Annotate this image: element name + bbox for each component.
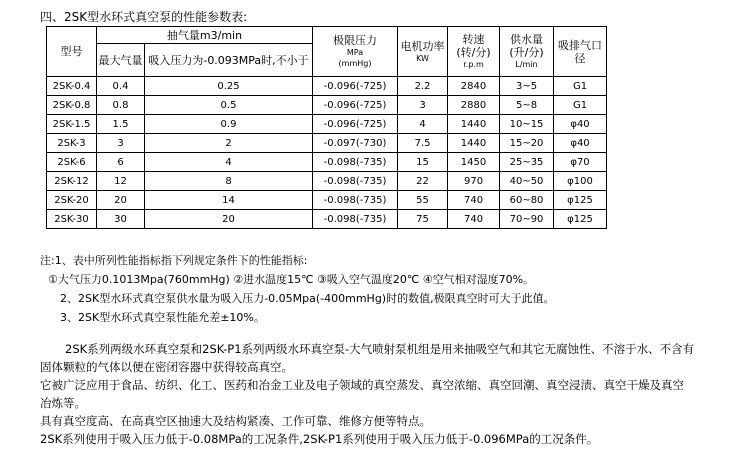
header-limit-pressure-unit: MPa (346, 48, 364, 57)
description-line-2: 固体颗粒的气体以便在密闭容器中获得较高真空。 (40, 360, 293, 374)
cell-suction: 0.9 (145, 115, 313, 134)
header-motor-label: 电机功率 (400, 39, 445, 53)
cell-outlet: φ40 (554, 115, 607, 134)
header-speed-unit: (转/分) (456, 46, 491, 59)
note-line-2: ①大气压力0.1013Mpa(760mmHg) ②进水温度15℃ ③吸入空气温度20℃ ④空气相对湿度70%。 (48, 273, 535, 286)
table-row (47, 210, 607, 229)
cell-outlet: φ100 (554, 172, 607, 191)
cell-model: 2SK-1.5 (47, 115, 97, 134)
table-body (47, 77, 607, 229)
cell-speed: 1450 (448, 153, 500, 172)
header-motor (398, 27, 448, 77)
description-line-3: 它被广泛应用于食品、纺织、化工、医药和冶金工业及电子领域的真空蒸发、真空浓缩、真空回潮、真空浸渍、真空干燥及真空 (40, 378, 684, 392)
cell-max: 0.8 (97, 96, 145, 115)
table-row (47, 77, 607, 96)
cell-power: 4 (398, 115, 448, 134)
cell-suction: 0.5 (145, 96, 313, 115)
header-exhaust-max: 最大气量 (97, 44, 145, 77)
cell-suction: 20 (145, 210, 313, 229)
header-exhaust-suction: 吸入压力为-0.093MPa时,不小于 (145, 44, 313, 77)
header-water (500, 27, 554, 77)
table-row (47, 96, 607, 115)
header-water-unit2: L/min (515, 60, 538, 69)
header-limit-pressure (313, 27, 398, 77)
header-water-unit: (升/分) (509, 46, 544, 59)
cell-water: 70~90 (500, 210, 554, 229)
cell-model: 2SK-6 (47, 153, 97, 172)
table-row (47, 115, 607, 134)
cell-water: 60~80 (500, 191, 554, 210)
cell-speed: 1440 (448, 115, 500, 134)
note-line-4: 3、2SK型水环式真空泵性能允差±10%。 (60, 311, 265, 324)
cell-max: 0.4 (97, 77, 145, 96)
cell-max: 20 (97, 191, 145, 210)
table-row (47, 191, 607, 210)
cell-max: 6 (97, 153, 145, 172)
cell-power: 15 (398, 153, 448, 172)
cell-water: 5~8 (500, 96, 554, 115)
description-line-4: 冶炼等。 (40, 396, 86, 410)
cell-outlet: G1 (554, 77, 607, 96)
cell-water: 3~5 (500, 77, 554, 96)
cell-power: 7.5 (398, 134, 448, 153)
cell-limit: -0.098(-735) (313, 172, 398, 191)
header-limit-pressure-unit2: (mmHg) (338, 59, 372, 68)
cell-power: 22 (398, 172, 448, 191)
cell-model: 2SK-3 (47, 134, 97, 153)
cell-max: 1.5 (97, 115, 145, 134)
cell-water: 10~15 (500, 115, 554, 134)
cell-model: 2SK-12 (47, 172, 97, 191)
cell-limit: -0.096(-725) (313, 77, 398, 96)
cell-outlet: G1 (554, 96, 607, 115)
description-line-6: 2SK系列使用于吸入压力低于-0.08MPa的工况条件,2SK-P1系列使用于吸入压力低于-0.096MPa的工况条件。 (40, 432, 599, 446)
header-speed-label: 转速 (462, 33, 485, 46)
table-row (47, 172, 607, 191)
header-exhaust: 抽气量m3/min (97, 27, 313, 44)
header-motor-unit: KW (416, 53, 429, 63)
header-outlet: 吸排气口径 (554, 27, 607, 77)
cell-outlet: φ40 (554, 134, 607, 153)
cell-limit: -0.096(-725) (313, 115, 398, 134)
cell-suction: 4 (145, 153, 313, 172)
cell-speed: 740 (448, 210, 500, 229)
cell-model: 2SK-0.8 (47, 96, 97, 115)
section-heading: 四、2SK型水环式真空泵的性能参数表: (40, 10, 248, 24)
cell-suction: 14 (145, 191, 313, 210)
cell-limit: -0.098(-735) (313, 210, 398, 229)
performance-table (46, 26, 607, 229)
cell-water: 40~50 (500, 172, 554, 191)
cell-power: 75 (398, 210, 448, 229)
cell-power: 55 (398, 191, 448, 210)
header-water-label: 供水量 (510, 33, 544, 46)
cell-speed: 1440 (448, 134, 500, 153)
note-line-1: 注:1、表中所列性能指标指下列规定条件下的性能指标: (40, 254, 308, 267)
cell-limit: -0.097(-730) (313, 134, 398, 153)
note-line-3: 2、2SK型水环式真空泵供水量为吸入压力-0.05Mpa(-400mmHg)时的数值,极限真空时可大于此值。 (60, 292, 555, 305)
cell-outlet: φ70 (554, 153, 607, 172)
notes-block (40, 251, 555, 327)
cell-limit: -0.096(-725) (313, 96, 398, 115)
description-line-5: 具有真空度高、在高真空区抽速大及结构紧凑、工作可靠、维修方便等特点。 (40, 414, 431, 428)
cell-water: 15~20 (500, 134, 554, 153)
cell-max: 3 (97, 134, 145, 153)
table-row (47, 153, 607, 172)
cell-speed: 740 (448, 191, 500, 210)
header-model: 型号 (47, 27, 97, 77)
cell-outlet: φ125 (554, 191, 607, 210)
cell-max: 30 (97, 210, 145, 229)
table-header-row (47, 27, 607, 44)
cell-water: 25~35 (500, 153, 554, 172)
cell-speed: 2880 (448, 96, 500, 115)
cell-limit: -0.098(-735) (313, 153, 398, 172)
cell-suction: 8 (145, 172, 313, 191)
cell-max: 12 (97, 172, 145, 191)
cell-model: 2SK-20 (47, 191, 97, 210)
cell-model: 2SK-30 (47, 210, 97, 229)
cell-model: 2SK-0.4 (47, 77, 97, 96)
cell-suction: 0.25 (145, 77, 313, 96)
cell-speed: 2840 (448, 77, 500, 96)
description-paragraph (40, 340, 730, 448)
cell-limit: -0.098(-735) (313, 191, 398, 210)
header-limit-pressure-label: 极限压力 (333, 34, 378, 47)
description-line-1: 2SK系列两级水环真空泵和2SK-P1系列两级水环真空泵-大气喷射泵机组是用来抽吸空气和其它无腐蚀性、不溶于水、不含有 (65, 342, 695, 356)
cell-power: 2.2 (398, 77, 448, 96)
header-speed-unit2: r.p.m (463, 60, 484, 69)
cell-speed: 970 (448, 172, 500, 191)
cell-power: 3 (398, 96, 448, 115)
header-speed (448, 27, 500, 77)
cell-suction: 2 (145, 134, 313, 153)
table-row (47, 134, 607, 153)
cell-outlet: φ125 (554, 210, 607, 229)
